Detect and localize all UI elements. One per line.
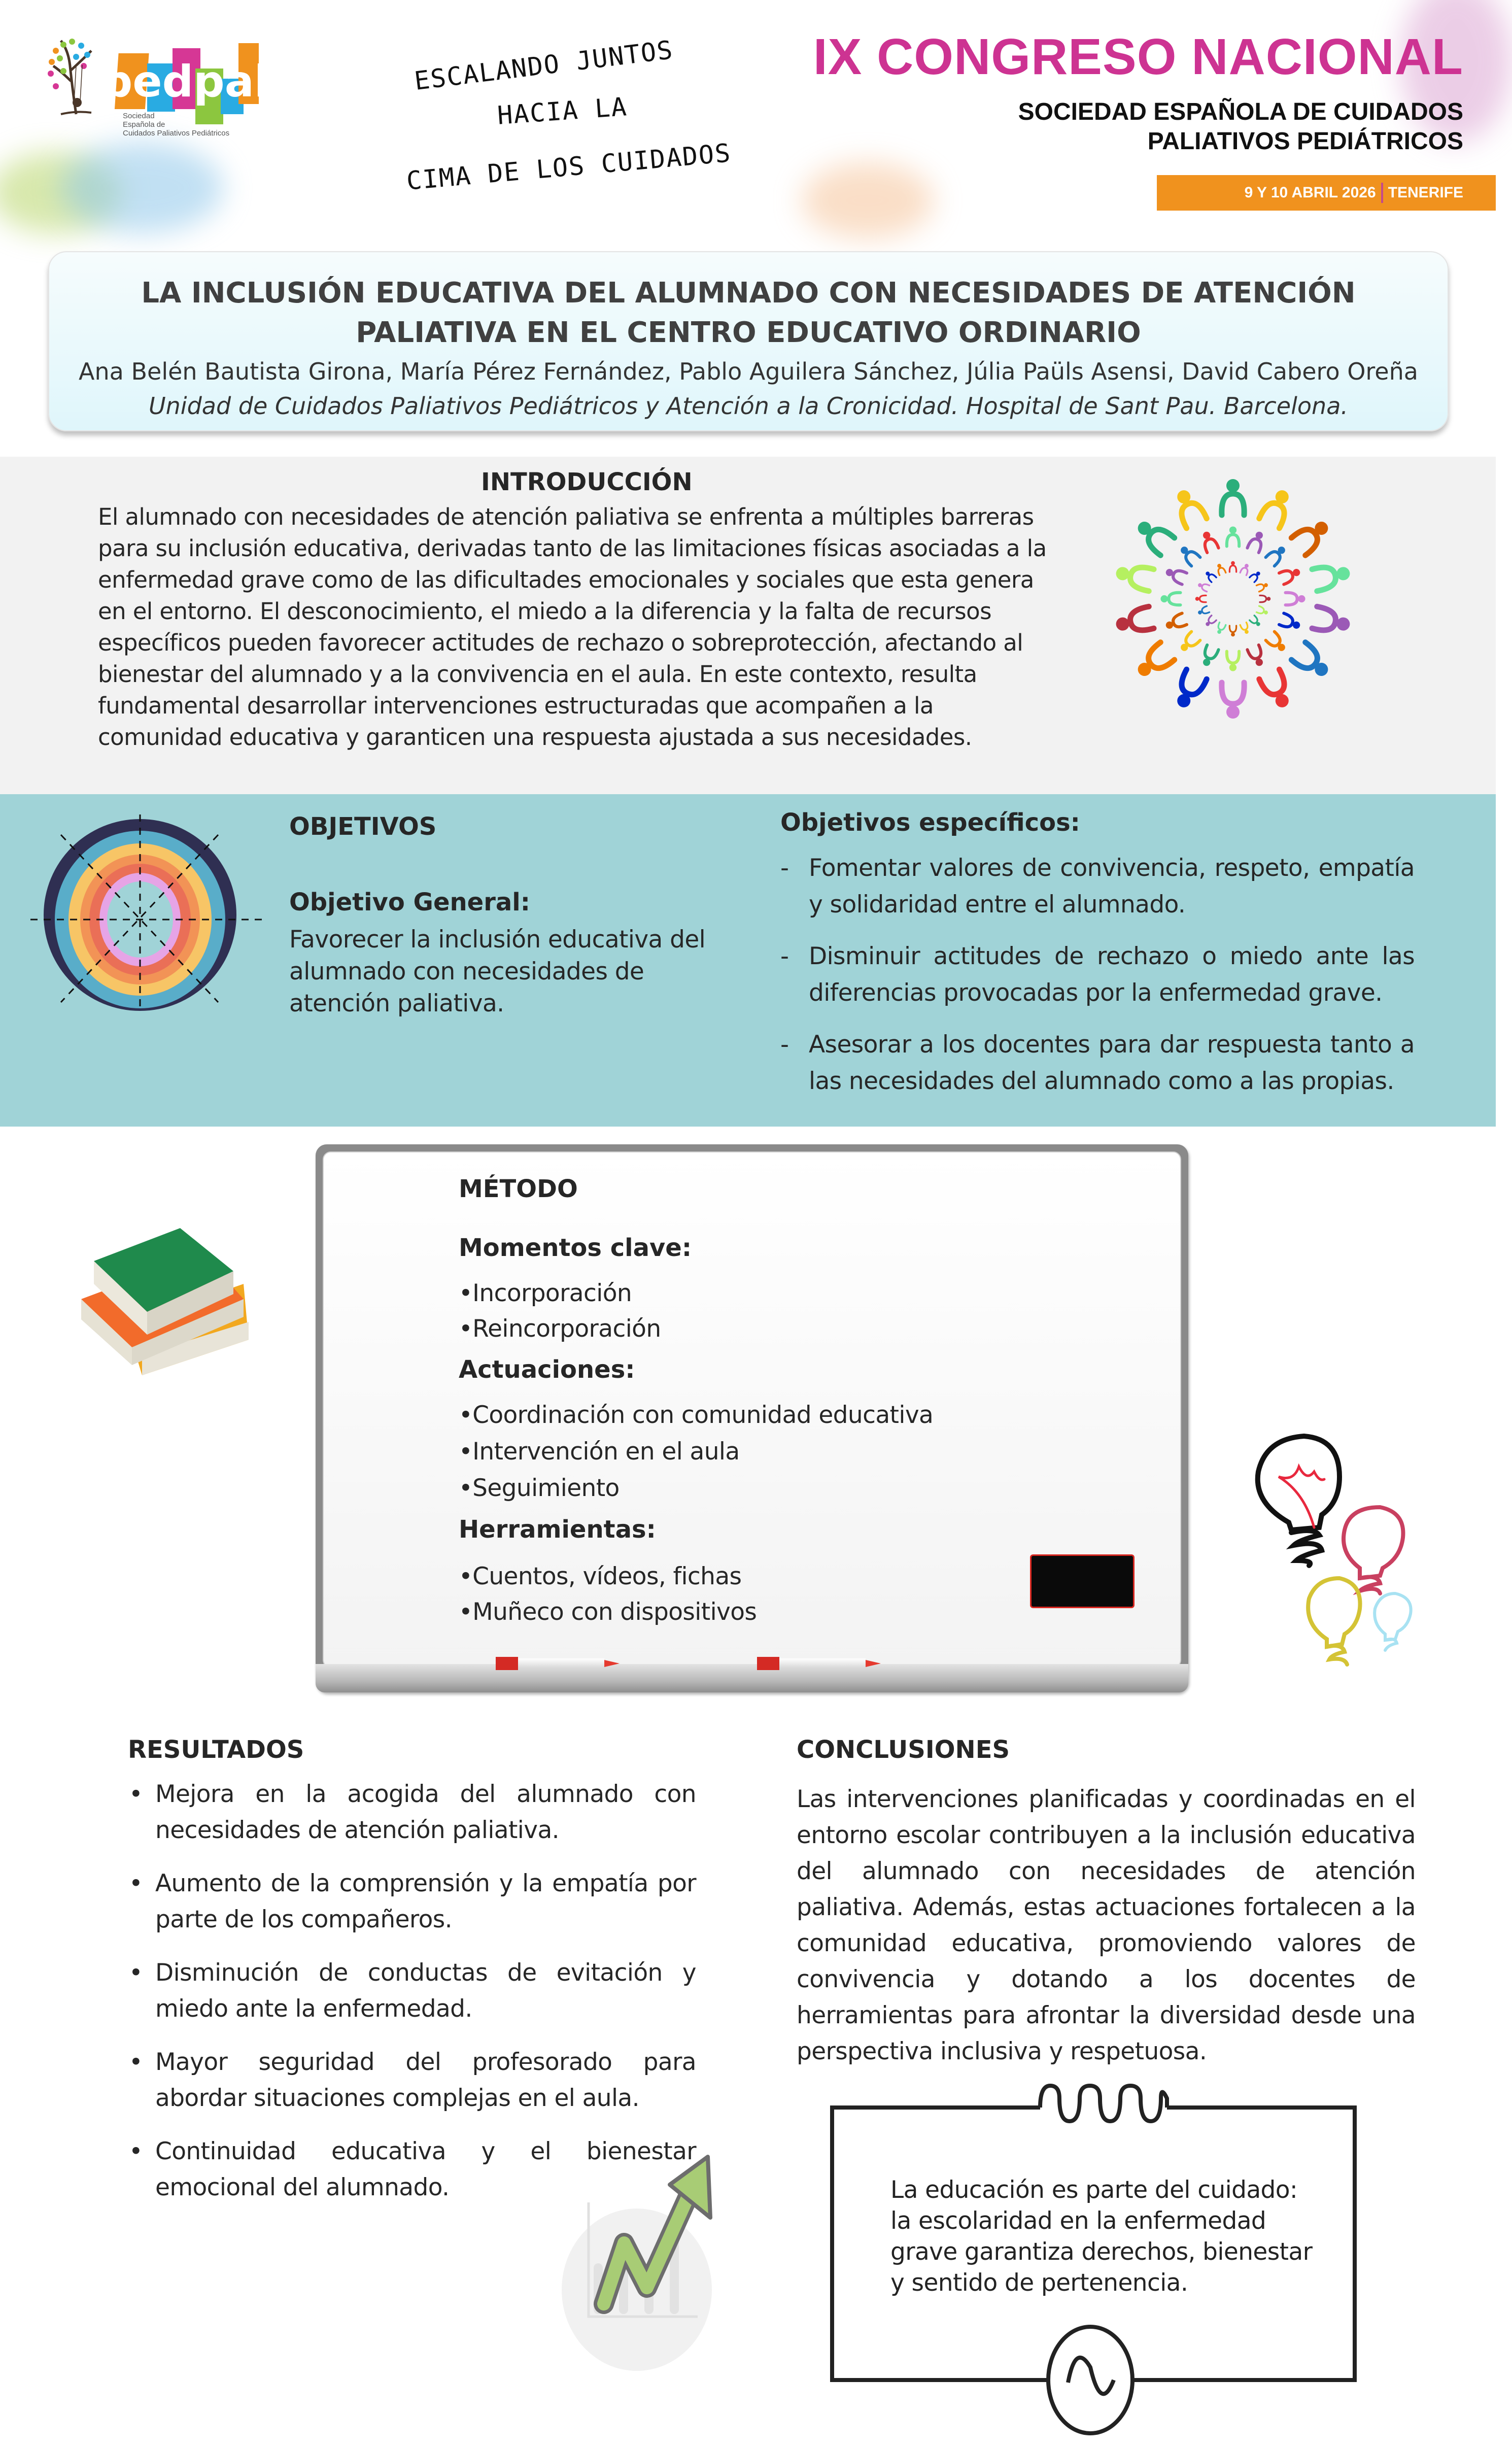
person-figure xyxy=(1222,479,1244,515)
logo-text: pedpal xyxy=(101,56,269,107)
person-figure xyxy=(1227,526,1239,546)
general-objective-text xyxy=(289,924,726,1020)
method-item: •Muñeco con dispositivos xyxy=(459,1598,757,1626)
person-figure xyxy=(1259,486,1295,528)
person-figure xyxy=(1114,606,1154,636)
poster-title-box xyxy=(48,251,1449,431)
person-figure xyxy=(1178,632,1200,655)
list-item-text: Disminución de conductas de evitación y miedo ante la enfermedad. xyxy=(155,1959,696,2023)
watercolor-splash-orange xyxy=(802,162,934,239)
whiteboard-surface xyxy=(323,1151,1181,1668)
text-line: la escolaridad en la enfermedad xyxy=(890,2207,1266,2235)
logo-subtitle-line: Sociedad xyxy=(123,112,155,120)
method-item: •Coordinación con comunidad educativa xyxy=(459,1401,934,1429)
method-item: •Cuentos, vídeos, fichas xyxy=(459,1562,742,1590)
method-heading-momentos: Momentos clave: xyxy=(459,1234,692,1262)
congress-title: IX CONGRESO NACIONAL xyxy=(813,28,1463,85)
person-figure xyxy=(1247,530,1266,553)
list-item xyxy=(780,938,1415,1011)
slogan-line-3: CIMA DE LOS CUIDADOS xyxy=(405,138,733,196)
person-figure xyxy=(1250,570,1262,582)
person-figure xyxy=(1160,593,1180,605)
person-figure xyxy=(1178,543,1200,566)
results-list xyxy=(128,1776,696,2223)
person-figure xyxy=(1291,516,1333,556)
affiliation: Unidad de Cuidados Paliativos Pediátricos y Atención a la Cronicidad. Hospital de Sant Pau. Barcelona. xyxy=(148,392,1348,420)
logo-subtitle xyxy=(123,112,229,138)
person-figure xyxy=(1171,486,1207,528)
list-item-text: Continuidad educativa y el bienestar emocional del alumnado. xyxy=(155,2137,696,2201)
target-icon xyxy=(20,814,264,1007)
person-figure xyxy=(1164,613,1187,632)
dash-bullet: - xyxy=(780,942,789,970)
person-figure xyxy=(1312,561,1352,591)
list-item xyxy=(780,850,1415,923)
congress-location: TENERIFE xyxy=(1388,184,1463,201)
person-figure xyxy=(1229,561,1236,572)
text-line: enfermedad grave como de las dificultades emocionales y sociales que esta genera xyxy=(98,566,1034,593)
bullet: • xyxy=(129,2048,143,2076)
slogan-line-2: HACIA LA xyxy=(496,92,629,130)
person-figure xyxy=(1197,606,1210,616)
dash-bullet: - xyxy=(780,854,789,882)
list-item-text: Aumento de la comprensión y la empatía por parte de los compañeros. xyxy=(155,1870,696,1933)
text-line: y sentido de pertenencia. xyxy=(890,2269,1188,2297)
books-stack-icon xyxy=(71,1223,264,1380)
key-message xyxy=(890,2175,1347,2298)
whiteboard-tray xyxy=(316,1664,1188,1692)
text-line: Favorecer la inclusión educativa del xyxy=(289,926,706,954)
list-item-text: Disminuir actitudes de rechazo o miedo ante las diferencias provocadas por la enfermedad grave. xyxy=(809,942,1415,1007)
text-line: comunidad educativa y garanticen una respuesta ajustada a sus necesidades. xyxy=(98,724,972,751)
conclusions-title: CONCLUSIONES xyxy=(797,1736,1010,1764)
person-figure xyxy=(1312,606,1352,636)
text-line: específicos pueden favorecer actitudes de rechazo o sobreprotección, afectando al xyxy=(98,629,1023,656)
watercolor-splash-blue xyxy=(61,142,223,233)
objectives-title: OBJETIVOS xyxy=(289,812,437,841)
list-item xyxy=(128,2044,696,2116)
growth-chart-icon xyxy=(543,2157,736,2370)
specific-objectives-list xyxy=(780,850,1415,1115)
society-line-2: PALIATIVOS PEDIÁTRICOS xyxy=(1147,128,1463,155)
person-figure xyxy=(1266,543,1289,566)
specific-objectives-title: Objetivos específicos: xyxy=(780,808,1080,837)
text-line: La educación es parte del cuidado: xyxy=(890,2176,1298,2204)
person-figure xyxy=(1204,616,1216,628)
introduction-title: INTRODUCCIÓN xyxy=(481,468,693,496)
person-figure xyxy=(1215,622,1225,635)
list-item xyxy=(780,1027,1415,1100)
method-item: •Incorporación xyxy=(459,1279,632,1307)
method-whiteboard xyxy=(316,1144,1188,1692)
person-figure xyxy=(1247,645,1266,668)
eraser-icon xyxy=(1030,1554,1135,1608)
marker-icon xyxy=(496,1657,622,1670)
person-figure xyxy=(1222,683,1244,719)
society-line-1: SOCIEDAD ESPAÑOLA DE CUIDADOS xyxy=(1018,98,1463,125)
list-item-text: Fomentar valores de convivencia, respeto, empatía y solidaridad entre el alumnado. xyxy=(809,854,1415,919)
person-figure xyxy=(1199,645,1218,668)
person-figure xyxy=(1204,570,1216,582)
person-figure xyxy=(1279,565,1302,584)
date-location-bar xyxy=(1157,175,1496,211)
marker-icon xyxy=(757,1657,883,1670)
poster-title-line-1: LA INCLUSIÓN EDUCATIVA DEL ALUMNADO CON NECESIDADES DE ATENCIÓN xyxy=(141,277,1356,310)
text-line: grave garantiza derechos, bienestar xyxy=(890,2238,1313,2266)
person-figure xyxy=(1132,516,1175,556)
conclusions-text: Las intervenciones planificadas y coordinadas en el entorno escolar contribuyen a la inclusión educativa del alumnado con necesidades de atención paliativa. Además, estas actuaciones fortalecen a la comunidad educativa, promoviendo valores de convivencia y dotando a los docentes de herramientas para afrontar la diversidad desde una perspectiva inclusiva y respetuosa. xyxy=(797,1785,1416,2065)
person-figure xyxy=(1132,642,1175,683)
slogan-line-1: ESCALANDO JUNTOS xyxy=(413,35,675,96)
separator xyxy=(1381,183,1383,203)
dash-bullet: - xyxy=(780,1031,789,1059)
person-figure xyxy=(1227,652,1239,671)
introduction-text xyxy=(98,501,1077,753)
authors: Ana Belén Bautista Girona, María Pérez Fernández, Pablo Aguilera Sánchez, Júlia Paüls Asensi, David Cabero Oreña xyxy=(79,358,1418,385)
list-item xyxy=(128,1865,696,1938)
bullet: • xyxy=(129,1870,143,1897)
list-item xyxy=(128,1776,696,1848)
method-heading-herramientas: Herramientas: xyxy=(459,1515,656,1544)
person-figure xyxy=(1195,595,1206,602)
people-circle-icon xyxy=(1116,467,1350,731)
method-title: MÉTODO xyxy=(459,1175,578,1203)
person-figure xyxy=(1250,616,1262,628)
objectives-section xyxy=(0,794,1496,1127)
results-title: RESULTADOS xyxy=(128,1736,304,1764)
method-item: •Intervención en el aula xyxy=(459,1438,740,1466)
list-item-text: Mejora en la acogida del alumnado con necesidades de atención paliativa. xyxy=(155,1780,696,1844)
person-figure xyxy=(1240,622,1250,635)
person-figure xyxy=(1197,581,1210,591)
general-objective-title: Objetivo General: xyxy=(289,888,530,916)
method-heading-actuaciones: Actuaciones: xyxy=(459,1355,635,1384)
person-figure xyxy=(1291,642,1333,683)
poster-title-line-2: PALIATIVA EN EL CENTRO EDUCATIVO ORDINARIO xyxy=(356,316,1141,349)
list-item xyxy=(128,1955,696,2027)
person-figure xyxy=(1229,626,1236,636)
person-figure xyxy=(1259,669,1295,711)
text-line: en el entorno. El desconocimiento, el miedo a la diferencia y la falta de recursos xyxy=(98,598,991,625)
list-item-text: Mayor seguridad del profesorado para abordar situaciones complejas en el aula. xyxy=(155,2048,696,2112)
society-name xyxy=(1018,97,1463,156)
lightbulbs-icon xyxy=(1238,1431,1431,1675)
person-figure xyxy=(1171,669,1207,711)
text-line: para su inclusión educativa, derivadas tanto de las limitaciones físicas asociadas a la xyxy=(98,535,1047,562)
text-line: El alumnado con necesidades de atención paliativa se enfrenta a múltiples barreras xyxy=(98,503,1034,530)
method-item: •Seguimiento xyxy=(459,1474,620,1502)
person-figure xyxy=(1260,595,1270,602)
person-figure xyxy=(1279,613,1302,632)
congress-dates: 9 Y 10 ABRIL 2026 xyxy=(1244,184,1376,201)
person-figure xyxy=(1215,563,1225,575)
poster-title xyxy=(49,274,1448,353)
list-item-text: Asesorar a los docentes para dar respuesta tanto a las necesidades del alumnado como a las propias. xyxy=(809,1031,1415,1095)
logo-subtitle-line: Española de xyxy=(123,120,165,129)
person-figure xyxy=(1240,563,1250,575)
text-line: alumnado con necesidades de xyxy=(289,958,644,986)
person-figure xyxy=(1286,593,1305,605)
person-figure xyxy=(1164,565,1187,584)
person-figure xyxy=(1266,632,1289,655)
person-figure xyxy=(1114,561,1154,591)
text-line: bienestar del alumnado y a la convivencia en el aula. En este contexto, resulta xyxy=(98,661,977,688)
introduction-section xyxy=(0,457,1496,797)
bullet: • xyxy=(129,1959,143,1987)
person-figure xyxy=(1199,530,1218,553)
text-line: fundamental desarrollar intervenciones estructuradas que acompañen a la xyxy=(98,692,934,719)
text-line: atención paliativa. xyxy=(289,990,504,1017)
bullet: • xyxy=(129,2137,143,2165)
method-item: •Reincorporación xyxy=(459,1315,661,1343)
person-figure xyxy=(1256,581,1269,591)
bullet: • xyxy=(129,1780,143,1808)
logo-subtitle-line: Cuidados Paliativos Pediátricos xyxy=(123,129,230,138)
person-figure xyxy=(1256,606,1269,616)
